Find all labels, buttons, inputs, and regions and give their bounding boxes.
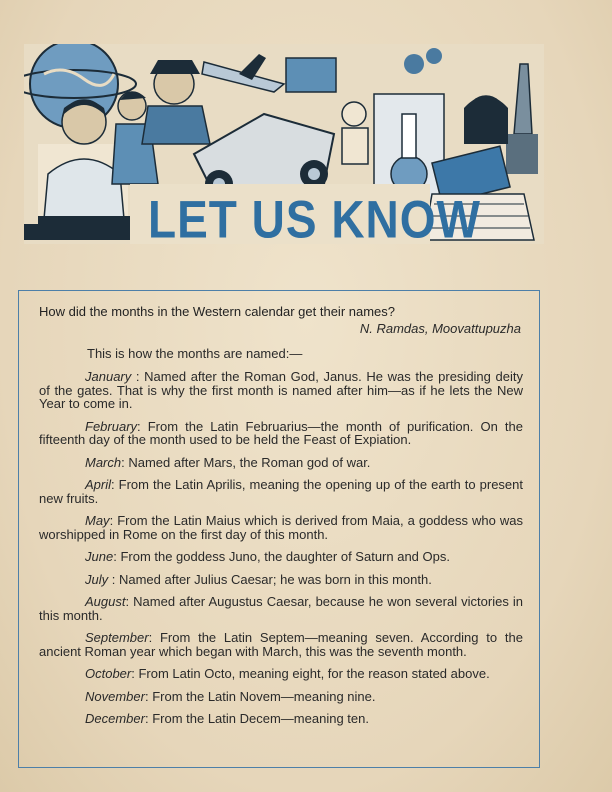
question-text: How did the months in the Western calendar get their names?: [39, 304, 396, 319]
month-entry: [39, 631, 523, 658]
month-description: From Latin Octo, meaning eight, for the reason stated above.: [138, 666, 490, 681]
month-entry: [39, 690, 523, 704]
month-separator: :: [137, 418, 148, 434]
month-name: August: [85, 594, 126, 609]
month-entry: [39, 550, 523, 564]
page-title: LET US KNOW: [148, 189, 481, 249]
month-entry: [39, 456, 523, 470]
month-separator: :: [148, 630, 160, 645]
month-description: Named after Julius Caesar; he was born in this month.: [118, 571, 432, 587]
month-name: October: [85, 666, 132, 681]
month-description: Named after Augustus Caesar, because he won several victories in this month.: [39, 594, 523, 623]
month-name: November: [85, 688, 145, 704]
month-description: From the Latin Februarius—the month of purification. On the fifteenth day of the month used to be held the Feast of Expiation.: [39, 418, 523, 447]
month-description: From the goddess Juno, the daughter of Saturn and Ops.: [120, 549, 450, 564]
month-entry: [39, 420, 523, 447]
month-separator: :: [113, 549, 121, 564]
month-entry: [39, 667, 523, 681]
month-entry: [39, 370, 523, 411]
month-separator: :: [109, 513, 118, 528]
month-description: From the Latin Novem—meaning nine.: [152, 688, 376, 704]
month-entry: [39, 514, 523, 541]
month-name: July: [85, 571, 109, 587]
month-name: April: [85, 477, 112, 492]
month-entry: [39, 478, 523, 505]
month-description: From the Latin Septem—meaning seven. According to the ancient Roman year which began with March, this was the seventh month.: [39, 630, 523, 659]
month-name: September: [85, 630, 149, 645]
month-name: January: [85, 369, 132, 384]
month-separator: :: [121, 454, 129, 470]
month-description: From the Latin Aprilis, meaning the opening up of the earth to present new fruits.: [39, 477, 523, 506]
month-separator: :: [111, 477, 119, 492]
month-separator: :: [131, 666, 139, 681]
month-description: Named after the Roman God, Janus. He was the presiding deity of the gates. That is why the first month is named after him—as if he lets the New Year to come in.: [39, 369, 523, 411]
month-name: May: [85, 513, 110, 528]
month-separator: :: [144, 688, 153, 704]
month-entry: [39, 573, 523, 587]
months-list: [39, 370, 523, 726]
month-description: From the Latin Maius which is derived from Maia, a goddess who was worshipped in Rome on the first day of this month.: [39, 513, 523, 542]
month-name: March: [85, 454, 122, 470]
month-name: December: [85, 711, 145, 726]
month-separator: :: [131, 369, 145, 384]
month-entry: [39, 595, 523, 622]
decorative-bar: [24, 224, 130, 240]
month-description: From the Latin Decem—meaning ten.: [152, 711, 369, 726]
content-box: [18, 290, 540, 768]
month-separator: :: [144, 711, 153, 726]
month-name: February: [85, 418, 138, 434]
month-separator: :: [125, 594, 134, 609]
question-author: N. Ramdas, Moovattupuzha: [359, 321, 521, 336]
month-separator: :: [108, 571, 119, 587]
month-entry: [39, 712, 523, 726]
month-name: June: [85, 549, 114, 564]
answer-intro: This is how the months are named:—: [87, 346, 303, 361]
month-description: Named after Mars, the Roman god of war.: [128, 454, 371, 470]
